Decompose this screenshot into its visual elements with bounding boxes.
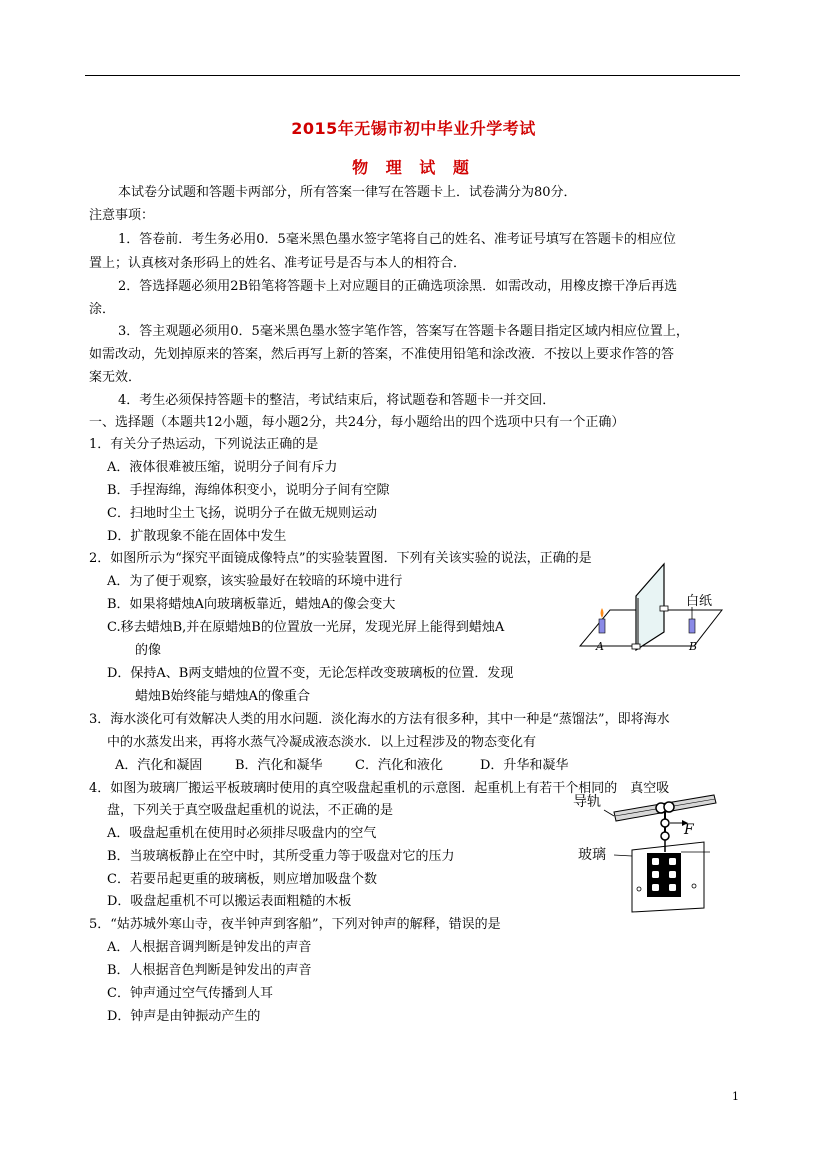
q5-option: D．钟声是由钟振动产生的 (107, 1009, 261, 1024)
note-line: 3．答主观题必须用0．5毫米黑色墨水签字笔作答，答案写在答题卡各题目指定区域内相应位置上， (118, 324, 689, 339)
rail-label: 导轨 (573, 794, 601, 810)
q4-option: D．吸盘起重机不可以搬运表面粗糙的木板 (107, 894, 352, 909)
candle-a (599, 619, 605, 633)
q5-option: C．钟声通过空气传播到人耳 (107, 986, 273, 1001)
suction-cup (652, 858, 659, 865)
q3-option: D．升华和凝华 (480, 758, 569, 773)
suction-crane-figure (570, 790, 720, 915)
q2-option: A．为了便于观察，该实验最好在较暗的环境中进行 (107, 574, 403, 589)
notes-heading: 注意事项： (89, 208, 155, 223)
pulley-wheel (661, 832, 669, 840)
note-line: 4．考生必须保持答题卡的整洁，考试结束后，将试题卷和答题卡一并交回． (118, 393, 556, 408)
q1-option: A．液体很难被压缩，说明分子间有斥力 (107, 460, 338, 475)
q2-option-cont: 蜡烛B始终能与蜡烛A的像重合 (135, 689, 310, 704)
q5-option: A．人根据音调判断是钟发出的声音 (107, 940, 312, 955)
q2-option: D．保持A、B两支蜡烛的位置不变，无论怎样改变玻璃板的位置．发现 (107, 666, 514, 681)
note-line: 案无效． (89, 370, 142, 385)
q2-stem: 2．如图所示为“探究平面镜成像特点”的实验装置图．下列有关该实验的说法，正确的是 (89, 551, 592, 566)
q3-option: B．汽化和凝华 (235, 758, 323, 773)
suction-cup (669, 884, 676, 891)
q4-option: B．当玻璃板静止在空中时，其所受重力等于吸盘对它的压力 (107, 849, 455, 864)
plate-stand (660, 606, 668, 611)
glass-label: 玻璃 (578, 847, 606, 863)
note-line: 涂． (89, 302, 116, 317)
intro-text: 本试卷分试题和答题卡两部分，所有答案一律写在答题卡上．试卷满分为80分． (118, 185, 577, 200)
q4-option: A．吸盘起重机在使用时必须排尽吸盘内的空气 (107, 826, 377, 841)
exam-subtitle: 物 理 试 题 (352, 158, 475, 177)
q1-option: D．扩散现象不能在固体中发生 (107, 529, 287, 544)
q1-option: B．手捏海绵，海绵体积变小，说明分子间有空隙 (107, 483, 390, 498)
suction-cup (669, 858, 676, 865)
q5-stem: 5．“姑苏城外寒山寺，夜半钟声到客船”，下列对钟声的解释，错误的是 (89, 917, 501, 932)
q2-option: C.移去蜡烛B,并在原蜡烛B的位置放一光屏，发现光屏上能得到蜡烛A (107, 620, 505, 635)
mirror-experiment-figure (572, 562, 742, 662)
q1-stem: 1．有关分子热运动，下列说法正确的是 (89, 437, 319, 452)
q4-stem: 4．如图为玻璃厂搬运平板玻璃时使用的真空吸盘起重机的示意图．起重机上有若干个相同的 真空吸 (89, 781, 670, 796)
note-line: 如需改动，先划掉原来的答案，然后再写上新的答案，不准使用铅笔和涂改液．不按以上要求作答的答 (89, 347, 675, 362)
paper-label: 白纸 (686, 594, 713, 609)
q5-option: B．人根据音色判断是钟发出的声音 (107, 963, 312, 978)
suction-cup (652, 871, 659, 878)
candle-a-label: A (596, 640, 604, 653)
exam-title: 2015年无锡市初中毕业升学考试 (291, 119, 536, 138)
q3-stem: 3．海水淡化可有效解决人类的用水问题．淡化海水的方法有很多种，其中一种是“蒸馏法”，即将海水 (89, 712, 670, 727)
pulley-wheel (664, 802, 674, 812)
q4-option: C．若要吊起更重的玻璃板，则应增加吸盘个数 (107, 872, 377, 887)
q2-option: B．如果将蜡烛A向玻璃板靠近，蜡烛A的像会变大 (107, 597, 396, 612)
page-number: 1 (732, 1090, 739, 1103)
pulley-wheel (661, 819, 669, 827)
q3-option: A．汽化和凝固 (115, 758, 203, 773)
candle-flame (601, 608, 604, 618)
force-label: F (684, 822, 694, 838)
header-rule (85, 75, 740, 76)
q3-option: C．汽化和液化 (355, 758, 443, 773)
q4-stem-cont: 盘，下列关于真空吸盘起重机的说法，不正确的是 (107, 803, 394, 818)
candle-b-label: B (689, 640, 698, 653)
note-line: 1．答卷前．考生务必用0．5毫米黑色墨水签字笔将自己的姓名、准考证号填写在答题卡的相应位 (118, 232, 676, 247)
suction-cup (652, 884, 659, 891)
q2-option-cont: 的像 (135, 643, 162, 658)
candle-b (689, 619, 695, 633)
note-line: 置上；认真核对条形码上的姓名、准考证号是否与本人的相符合． (89, 256, 467, 271)
q1-option: C．扫地时尘土飞扬，说明分子在做无规则运动 (107, 506, 377, 521)
suction-cup (669, 871, 676, 878)
plate-stand (632, 644, 640, 649)
q3-stem-cont: 中的水蒸发出来，再将水蒸气冷凝成液态淡水．以上过程涉及的物态变化有 (107, 735, 537, 750)
note-line: 2．答选择题必须用2B铅笔将答题卡上对应题目的正确选项涂黑．如需改动，用橡皮擦干净后再选 (118, 279, 678, 294)
section-heading: 一、选择题（本题共12小题，每小题2分，共24分，每小题给出的四个选项中只有一个正确） (89, 415, 625, 430)
